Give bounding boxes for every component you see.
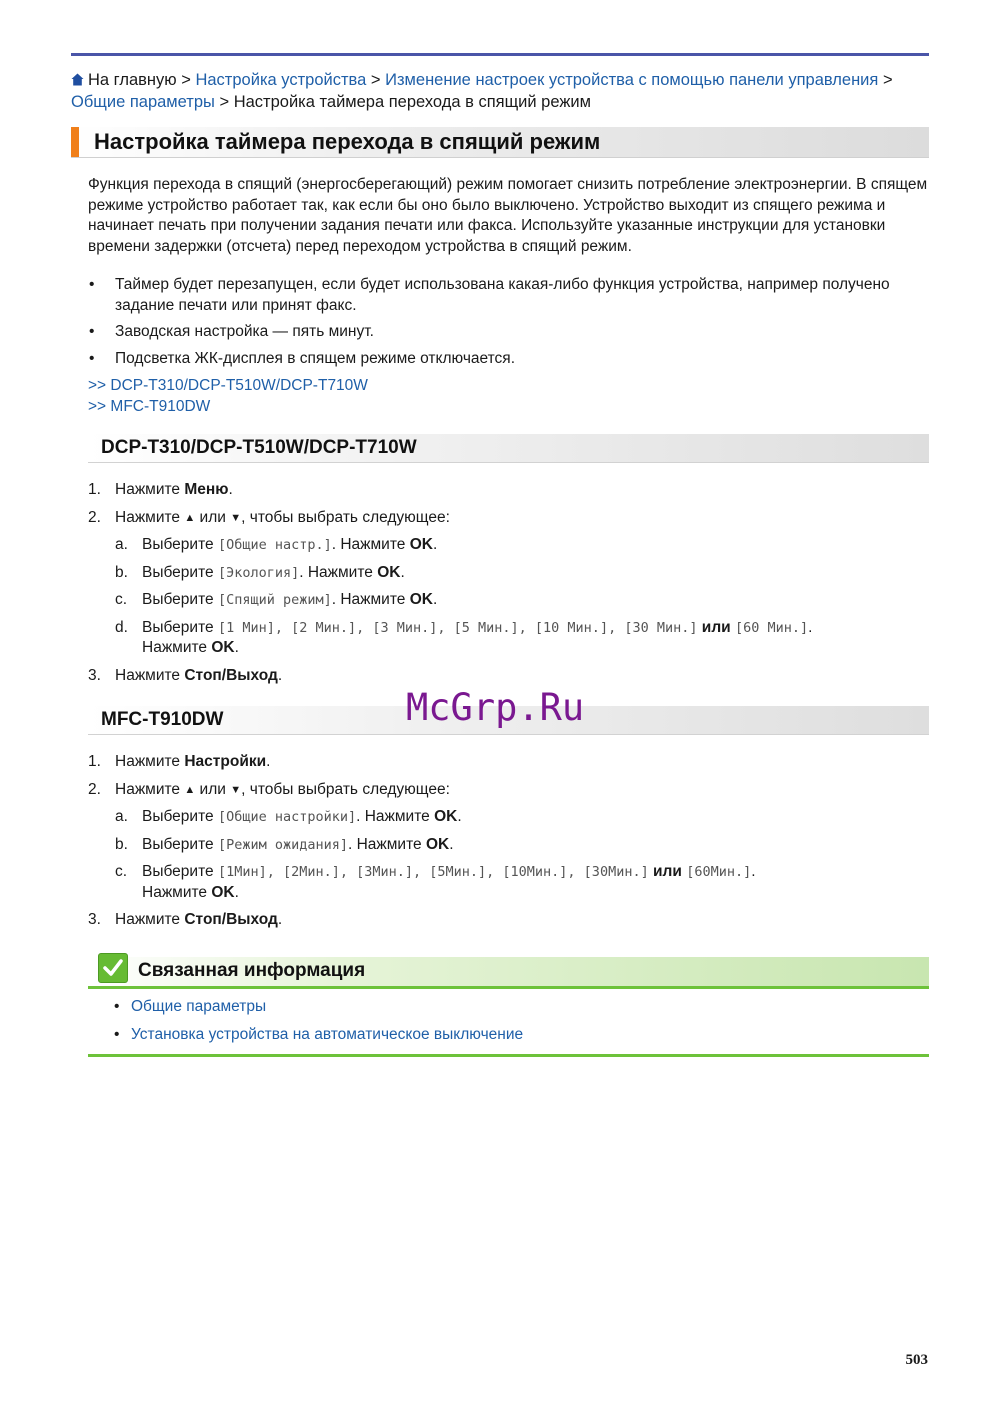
breadcrumb-link-general-settings[interactable]: Общие параметры [71, 93, 215, 111]
page-title: Настройка таймера перехода в спящий режим [94, 129, 601, 154]
related-links-list [114, 997, 914, 1052]
key-name: OK [409, 591, 433, 608]
step-number: 1. [88, 481, 101, 498]
step-text: , чтобы выбрать следующее: [241, 508, 450, 526]
step-text: , чтобы выбрать следующее: [241, 780, 450, 798]
step-text: . [432, 591, 438, 608]
step-text: . [432, 536, 438, 553]
intro-paragraph: Функция перехода в спящий (энергосберегающий) режим помогает снизить потребление электроэнергии. В спящем режиме устройство работает так, как если бы оно было выключено. Устройство выходит из спящего режима и начинает печать при получении задания печати или факса. Используйте указанные инструкции для установки времени задержки (отсчета) перед переходом устройства в спящий режим. [88, 176, 928, 255]
key-name: OK [409, 536, 433, 553]
substep-item [115, 563, 928, 584]
up-arrow-icon: ▲ [184, 783, 196, 796]
step-text: . Нажмите [299, 563, 378, 581]
step-text: . [449, 835, 454, 853]
or-word: или [697, 618, 736, 636]
step-text: Нажмите [115, 666, 185, 684]
step-text: Нажмите [142, 883, 212, 901]
title-accent-mark [71, 127, 79, 157]
substep-item [115, 835, 928, 856]
step-item [88, 508, 928, 659]
menu-option: [Общие настройки] [217, 809, 357, 825]
substep-letter: b. [115, 835, 128, 853]
section-heading: DCP-T310/DCP-T510W/DCP-T710W [101, 437, 417, 458]
step-text: . [457, 808, 462, 825]
related-link-auto-power-off[interactable]: Установка устройства на автоматическое выключение [131, 1025, 524, 1043]
substep-letter: c. [115, 591, 128, 608]
menu-option: [60Мин.] [686, 864, 752, 880]
step-number: 2. [88, 508, 101, 526]
home-icon[interactable] [71, 71, 84, 92]
note-item: • Таймер будет перезапущен, если будет использована какая-либо функция устройства, например получено задание печати или принят факс. [88, 275, 928, 316]
substep-item [115, 807, 928, 828]
related-info-bar [88, 957, 929, 989]
step-text: Нажмите [142, 639, 212, 656]
step-number: 3. [88, 666, 101, 684]
breadcrumb-separator: > [882, 71, 893, 89]
step-text: . Нажмите [356, 808, 435, 825]
note-item: • Подсветка ЖК-дисплея в спящем режиме отключается. [88, 349, 928, 370]
watermark: McGrp.Ru [406, 686, 585, 729]
jump-link-dcp[interactable]: >> DCP-T310/DCP-T510W/DCP-T710W [88, 377, 368, 394]
menu-option: [Спящий режим] [217, 592, 332, 608]
section-heading-bar-dcp [88, 434, 929, 463]
key-name: OK [434, 808, 458, 825]
breadcrumb-separator: > [219, 93, 230, 111]
step-text: Нажмите [115, 911, 185, 928]
step-text: . Нажмите [347, 835, 426, 853]
note-item: • Заводская настройка — пять минут. [88, 322, 928, 343]
step-item [88, 752, 928, 773]
substep-item [115, 618, 928, 659]
substep-letter: b. [115, 563, 128, 581]
page-number: 503 [905, 1352, 928, 1368]
related-bottom-rule [88, 1054, 929, 1057]
step-text: . [751, 863, 756, 880]
breadcrumb-separator: > [370, 71, 381, 89]
step-text: . [266, 753, 271, 770]
menu-option: [Режим ожидания] [217, 836, 348, 853]
step-text: Выберите [142, 808, 218, 825]
key-name: OK [211, 639, 235, 656]
step-text: . [277, 666, 283, 684]
step-text: . [400, 563, 405, 581]
substep-item [115, 590, 928, 611]
top-rule [71, 53, 929, 56]
step-number: 2. [88, 780, 101, 798]
step-text: . [234, 639, 239, 656]
step-text: Выберите [142, 536, 218, 553]
step-text: Выберите [142, 863, 218, 880]
step-item [88, 780, 928, 904]
key-name: Меню [184, 481, 229, 498]
step-number: 1. [88, 753, 101, 770]
substeps-list [115, 535, 928, 659]
steps-list-mfc [88, 752, 928, 938]
menu-option: [60 Мин.] [735, 619, 809, 636]
key-name: Настройки [184, 753, 267, 770]
title-bar [71, 127, 929, 158]
related-link-general-settings[interactable]: Общие параметры [131, 998, 267, 1015]
step-number: 3. [88, 911, 101, 928]
step-text: Выберите [142, 591, 218, 608]
key-name: Стоп/Выход [184, 911, 278, 928]
down-arrow-icon: ▼ [230, 783, 242, 796]
step-item [88, 666, 928, 687]
breadcrumb-link-device-setup[interactable]: Настройка устройства [195, 71, 367, 89]
step-text: или [195, 508, 231, 526]
menu-option: [Экология] [217, 564, 300, 581]
menu-option: [Общие настр.] [217, 537, 332, 553]
substep-item [115, 535, 928, 556]
step-text: Нажмите [115, 481, 185, 498]
substeps-list [115, 807, 928, 903]
substep-item [115, 862, 928, 903]
menu-options: [1Мин], [2Мин.], [3Мин.], [5Мин.], [10Мин.], [30Мин.] [217, 864, 649, 880]
breadcrumb-home[interactable]: На главную [88, 71, 177, 89]
step-text: Выберите [142, 835, 218, 853]
related-item [114, 1025, 914, 1046]
key-name: OK [211, 883, 235, 901]
menu-options: [1 Мин], [2 Мин.], [3 Мин.], [5 Мин.], [10 Мин.], [30 Мин.] [217, 619, 698, 636]
step-text: или [195, 780, 231, 798]
key-name: OK [425, 835, 450, 853]
step-text: Выберите [142, 563, 218, 581]
substep-letter: a. [115, 808, 128, 825]
breadcrumb-link-control-panel[interactable]: Изменение настроек устройства с помощью панели управления [385, 71, 879, 89]
notes-list [88, 275, 928, 375]
step-text: Нажмите [115, 753, 185, 770]
step-text: Выберите [142, 618, 218, 636]
substep-letter: c. [115, 863, 128, 880]
or-word: или [648, 863, 687, 880]
substep-letter: d. [115, 618, 128, 636]
key-name: OK [377, 563, 401, 581]
step-text: . [234, 883, 239, 901]
step-text: Нажмите [115, 508, 185, 526]
step-item [88, 910, 928, 931]
steps-list-dcp [88, 480, 928, 693]
related-item [114, 997, 914, 1018]
jump-link-mfc[interactable]: >> MFC-T910DW [88, 398, 211, 415]
step-item [88, 480, 928, 501]
step-text: . Нажмите [331, 536, 410, 553]
down-arrow-icon: ▼ [230, 511, 242, 524]
breadcrumb [71, 70, 929, 113]
up-arrow-icon: ▲ [184, 511, 196, 524]
substep-letter: a. [115, 536, 128, 553]
checkmark-icon [98, 953, 128, 983]
key-name: Стоп/Выход [184, 666, 278, 684]
step-text: . [228, 481, 233, 498]
step-text: . [808, 618, 813, 636]
breadcrumb-separator: > [181, 71, 191, 89]
step-text: . Нажмите [331, 591, 410, 608]
section-heading: MFC-T910DW [101, 709, 224, 730]
step-text: . [277, 911, 283, 928]
breadcrumb-current: Настройка таймера перехода в спящий режим [233, 93, 591, 111]
step-text: Нажмите [115, 780, 185, 798]
related-info-title: Связанная информация [138, 960, 366, 981]
